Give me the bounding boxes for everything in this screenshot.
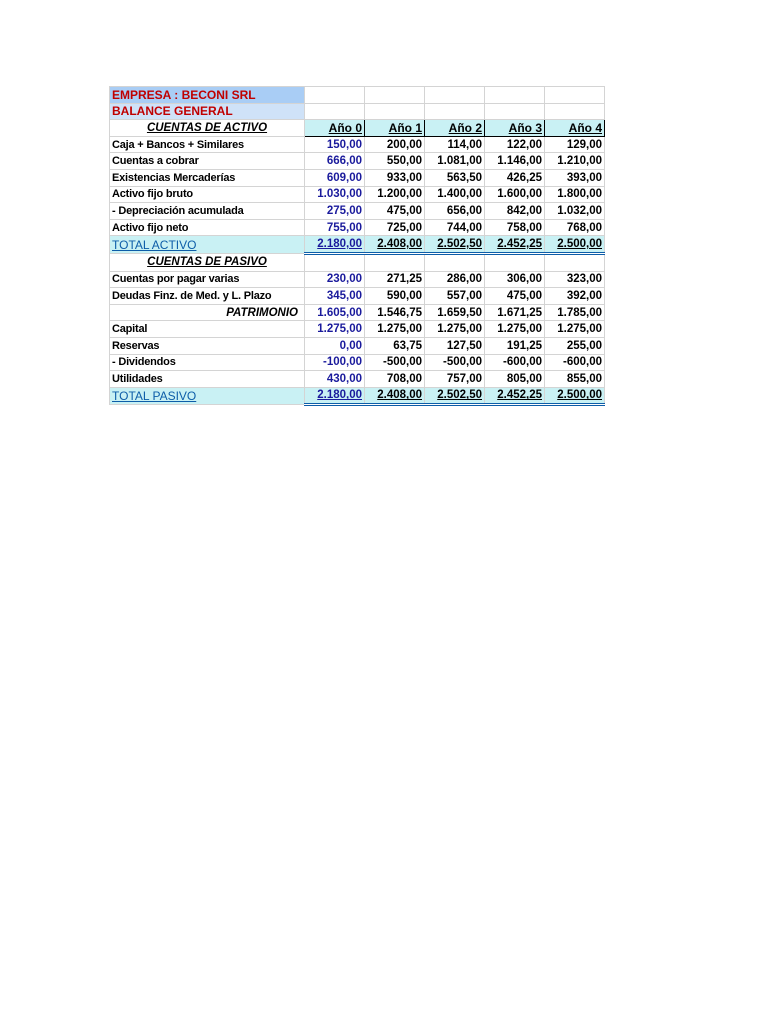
empty-cell[interactable] (545, 253, 605, 271)
value-cell[interactable]: 345,00 (305, 288, 365, 305)
value-cell[interactable]: 2.502,50 (425, 387, 485, 405)
total-activo-label[interactable]: TOTAL ACTIVO (110, 236, 305, 254)
value-cell[interactable]: 755,00 (305, 219, 365, 236)
year-header[interactable]: Año 2 (425, 120, 485, 137)
pasivo-row (110, 337, 605, 354)
value-cell[interactable]: 191,25 (485, 337, 545, 354)
account-label[interactable]: Cuentas a cobrar (110, 153, 305, 170)
pasivo-row (110, 271, 605, 288)
value-cell[interactable]: 1.200,00 (365, 186, 425, 203)
year-header[interactable]: Año 1 (365, 120, 425, 137)
value-cell[interactable]: 1.081,00 (425, 153, 485, 170)
total-pasivo-row (110, 387, 605, 405)
patrimonio-label[interactable]: PATRIMONIO (110, 304, 305, 321)
value-cell[interactable]: 127,50 (425, 337, 485, 354)
value-cell[interactable]: 2.500,00 (545, 387, 605, 405)
value-cell[interactable]: 2.452,25 (485, 387, 545, 405)
value-cell[interactable]: -600,00 (485, 354, 545, 371)
value-cell[interactable]: 1.605,00 (305, 304, 365, 321)
year-header[interactable]: Año 0 (305, 120, 365, 137)
value-cell[interactable]: 1.275,00 (485, 321, 545, 338)
company-name[interactable]: EMPRESA : BECONI SRL (110, 87, 305, 104)
value-cell[interactable]: 129,00 (545, 136, 605, 153)
activo-section-title[interactable]: CUENTAS DE ACTIVO (110, 120, 305, 137)
value-cell[interactable]: 430,00 (305, 371, 365, 388)
value-cell[interactable]: 2.180,00 (305, 387, 365, 405)
empty-cell[interactable] (485, 87, 545, 104)
value-cell[interactable]: 758,00 (485, 219, 545, 236)
value-cell[interactable]: 1.600,00 (485, 186, 545, 203)
value-cell[interactable]: 2.502,50 (425, 236, 485, 254)
value-cell[interactable]: 150,00 (305, 136, 365, 153)
activo-header-row (110, 120, 605, 137)
pasivo-row (110, 288, 605, 305)
value-cell[interactable]: 0,00 (305, 337, 365, 354)
value-cell[interactable]: 1.546,75 (365, 304, 425, 321)
value-cell[interactable]: 1.671,25 (485, 304, 545, 321)
activo-row (110, 219, 605, 236)
value-cell[interactable]: 725,00 (365, 219, 425, 236)
activo-row (110, 153, 605, 170)
value-cell[interactable]: 1.659,50 (425, 304, 485, 321)
value-cell[interactable]: 230,00 (305, 271, 365, 288)
account-label[interactable]: Utilidades (110, 371, 305, 388)
value-cell[interactable]: 393,00 (545, 169, 605, 186)
value-cell[interactable]: 1.275,00 (365, 321, 425, 338)
report-title[interactable]: BALANCE GENERAL (110, 103, 305, 120)
empty-cell[interactable] (485, 103, 545, 120)
value-cell[interactable]: 1.146,00 (485, 153, 545, 170)
account-label[interactable]: Caja + Bancos + Similares (110, 136, 305, 153)
value-cell[interactable]: 744,00 (425, 219, 485, 236)
value-cell[interactable]: 426,25 (485, 169, 545, 186)
account-label[interactable]: Reservas (110, 337, 305, 354)
value-cell[interactable]: 590,00 (365, 288, 425, 305)
pasivo-row (110, 354, 605, 371)
value-cell[interactable]: 2.452,25 (485, 236, 545, 254)
value-cell[interactable]: 1.032,00 (545, 203, 605, 220)
empty-cell[interactable] (305, 87, 365, 104)
value-cell[interactable]: 1.785,00 (545, 304, 605, 321)
total-pasivo-label[interactable]: TOTAL PASIVO (110, 387, 305, 405)
empty-cell[interactable] (305, 103, 365, 120)
value-cell[interactable]: 114,00 (425, 136, 485, 153)
activo-row (110, 186, 605, 203)
value-cell[interactable]: 842,00 (485, 203, 545, 220)
empty-cell[interactable] (485, 253, 545, 271)
value-cell[interactable]: 2.408,00 (365, 387, 425, 405)
empty-cell[interactable] (305, 253, 365, 271)
value-cell[interactable]: 563,50 (425, 169, 485, 186)
account-label[interactable]: Cuentas por pagar varias (110, 271, 305, 288)
account-label[interactable]: - Depreciación acumulada (110, 203, 305, 220)
value-cell[interactable]: 805,00 (485, 371, 545, 388)
year-header[interactable]: Año 3 (485, 120, 545, 137)
account-label[interactable]: Capital (110, 321, 305, 338)
empty-cell[interactable] (365, 253, 425, 271)
value-cell[interactable]: 1.030,00 (305, 186, 365, 203)
value-cell[interactable]: -600,00 (545, 354, 605, 371)
value-cell[interactable]: 2.180,00 (305, 236, 365, 254)
account-label[interactable]: - Dividendos (110, 354, 305, 371)
value-cell[interactable]: 2.408,00 (365, 236, 425, 254)
balance-sheet-body (110, 87, 605, 405)
value-cell[interactable]: 271,25 (365, 271, 425, 288)
account-label[interactable]: Activo fijo bruto (110, 186, 305, 203)
balance-sheet-table (109, 86, 605, 406)
empty-cell[interactable] (365, 103, 425, 120)
account-label[interactable]: Deudas Finz. de Med. y L. Plazo (110, 288, 305, 305)
empty-cell[interactable] (545, 87, 605, 104)
value-cell[interactable]: 1.400,00 (425, 186, 485, 203)
value-cell[interactable]: 708,00 (365, 371, 425, 388)
value-cell[interactable]: 122,00 (485, 136, 545, 153)
patrimonio-row (110, 304, 605, 321)
value-cell[interactable]: -100,00 (305, 354, 365, 371)
pasivo-section-title[interactable]: CUENTAS DE PASIVO (110, 253, 305, 271)
value-cell[interactable]: 1.275,00 (545, 321, 605, 338)
value-cell[interactable]: 1.275,00 (305, 321, 365, 338)
value-cell[interactable]: 1.800,00 (545, 186, 605, 203)
value-cell[interactable]: 557,00 (425, 288, 485, 305)
value-cell[interactable]: -500,00 (365, 354, 425, 371)
value-cell[interactable]: 323,00 (545, 271, 605, 288)
account-label[interactable]: Activo fijo neto (110, 219, 305, 236)
value-cell[interactable]: 933,00 (365, 169, 425, 186)
value-cell[interactable]: 255,00 (545, 337, 605, 354)
pasivo-row (110, 321, 605, 338)
value-cell[interactable]: 2.500,00 (545, 236, 605, 254)
empty-cell[interactable] (425, 103, 485, 120)
value-cell[interactable]: 550,00 (365, 153, 425, 170)
empty-cell[interactable] (545, 103, 605, 120)
value-cell[interactable]: 656,00 (425, 203, 485, 220)
value-cell[interactable]: 666,00 (305, 153, 365, 170)
value-cell[interactable]: 609,00 (305, 169, 365, 186)
value-cell[interactable]: 855,00 (545, 371, 605, 388)
empty-cell[interactable] (425, 87, 485, 104)
value-cell[interactable]: 200,00 (365, 136, 425, 153)
activo-row (110, 169, 605, 186)
value-cell[interactable]: -500,00 (425, 354, 485, 371)
report-title-row (110, 103, 605, 120)
value-cell[interactable]: 1.275,00 (425, 321, 485, 338)
year-header[interactable]: Año 4 (545, 120, 605, 137)
activo-row (110, 203, 605, 220)
value-cell[interactable]: 1.210,00 (545, 153, 605, 170)
value-cell[interactable]: 306,00 (485, 271, 545, 288)
account-label[interactable]: Existencias Mercaderías (110, 169, 305, 186)
total-activo-row (110, 236, 605, 254)
value-cell[interactable]: 768,00 (545, 219, 605, 236)
value-cell[interactable]: 286,00 (425, 271, 485, 288)
company-row (110, 87, 605, 104)
pasivo-header-row (110, 253, 605, 271)
empty-cell[interactable] (365, 87, 425, 104)
empty-cell[interactable] (425, 253, 485, 271)
value-cell[interactable]: 757,00 (425, 371, 485, 388)
value-cell[interactable]: 475,00 (365, 203, 425, 220)
value-cell[interactable]: 392,00 (545, 288, 605, 305)
activo-row (110, 136, 605, 153)
value-cell[interactable]: 475,00 (485, 288, 545, 305)
value-cell[interactable]: 275,00 (305, 203, 365, 220)
pasivo-row (110, 371, 605, 388)
value-cell[interactable]: 63,75 (365, 337, 425, 354)
